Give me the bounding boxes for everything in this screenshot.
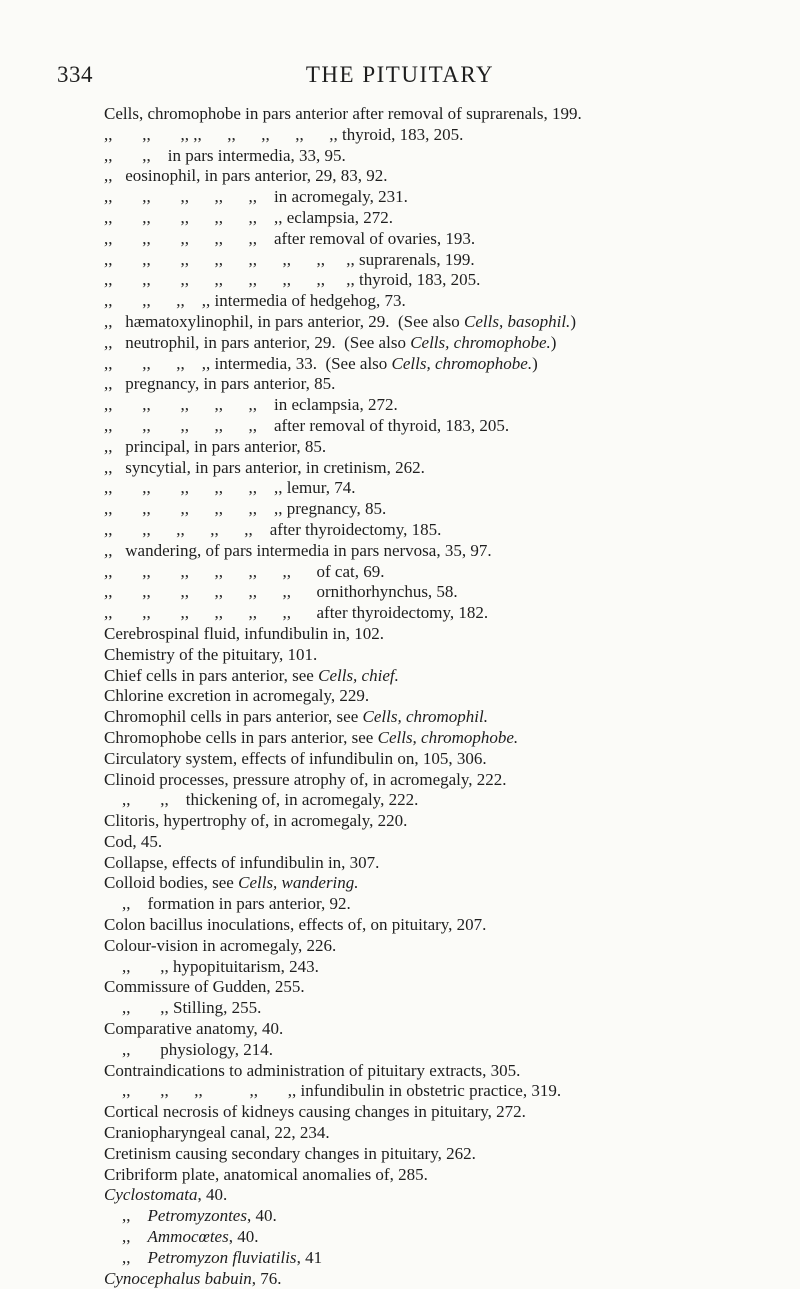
- index-text: ,,: [122, 1227, 148, 1247]
- index-line: [104, 770, 800, 791]
- index-line: [104, 541, 800, 562]
- index-text: ,, ,, ,, ,, ,, ,, pregnancy, 85.: [104, 499, 387, 519]
- index-line: [104, 333, 800, 354]
- index-text: Chromophobe cells in pars anterior, see: [104, 727, 378, 747]
- index-text: Colour-vision in acromegaly, 226.: [104, 935, 337, 955]
- index-text: Contraindications to administration of pituitary extracts, 305.: [104, 1060, 521, 1080]
- index-line: [104, 1206, 800, 1227]
- index-line: [104, 458, 800, 479]
- index-line: [104, 645, 800, 666]
- index-line: [104, 291, 800, 312]
- index-line: [104, 416, 800, 437]
- index-line: [104, 873, 800, 894]
- index-line: [104, 790, 800, 811]
- index-line: [104, 1019, 800, 1040]
- index-text: ,,: [122, 1247, 148, 1267]
- index-text: , 41: [296, 1247, 323, 1267]
- index-text: ,, ,, ,, ,, ,, in acromegaly, 231.: [104, 187, 408, 207]
- index-italic-text: Cells, chromophil.: [362, 707, 488, 727]
- page-header: [0, 62, 800, 92]
- index-text: Cretinism causing secondary changes in pituitary, 262.: [104, 1143, 476, 1163]
- index-text: ,, ,, ,, ,, ,, ,, of cat, 69.: [104, 561, 385, 581]
- index-line: [104, 562, 800, 583]
- index-text: Circulatory system, effects of infundibulin on, 105, 306.: [104, 748, 487, 768]
- index-italic-text: Cyclostomata: [104, 1185, 198, 1205]
- index-text: ,, eosinophil, in pars anterior, 29, 83, 92.: [104, 166, 388, 186]
- index-line: [104, 749, 800, 770]
- index-line: [104, 666, 800, 687]
- index-line: [104, 998, 800, 1019]
- index-text: ,, physiology, 214.: [122, 1039, 273, 1059]
- index-text: ,, ,, ,, ,, ,, in eclampsia, 272.: [104, 395, 398, 415]
- index-text: ,, ,, ,, ,, ,, after removal of ovaries, 193.: [104, 228, 476, 248]
- index-line: [104, 1102, 800, 1123]
- index-text: Cortical necrosis of kidneys causing changes in pituitary, 272.: [104, 1102, 526, 1122]
- index-italic-text: Petromyzon fluviatilis: [147, 1247, 297, 1267]
- index-text: , 40.: [246, 1206, 277, 1226]
- index-text: ,, wandering, of pars intermedia in pars nervosa, 35, 97.: [104, 540, 492, 560]
- index-line: [104, 1123, 800, 1144]
- index-text: ,, principal, in pars anterior, 85.: [104, 436, 327, 456]
- index-text: ,, ,, thickening of, in acromegaly, 222.: [122, 790, 419, 810]
- index-text: ,, ,, ,, ,, ,, ,, ,, ,, thyroid, 183, 205.: [104, 124, 464, 144]
- page-number: 334: [57, 62, 93, 87]
- index-italic-text: Petromyzontes: [147, 1206, 247, 1226]
- index-italic-text: Cells, chief.: [318, 665, 399, 685]
- index-line: [104, 166, 800, 187]
- index-line: [104, 624, 800, 645]
- index-text: ,, ,, ,, ,, ,, infundibulin in obstetric practice, 319.: [122, 1081, 562, 1101]
- index-text: Colloid bodies, see: [104, 873, 239, 893]
- index-line: [104, 977, 800, 998]
- running-head: THE PITUITARY: [305, 62, 495, 87]
- index-line: [104, 1248, 800, 1269]
- index-line: [104, 374, 800, 395]
- index-text: ,, ,, ,, ,, intermedia of hedgehog, 73.: [104, 291, 406, 311]
- index-text: Colon bacillus inoculations, effects of, on pituitary, 207.: [104, 915, 487, 935]
- index-text: Craniopharyngeal canal, 22, 234.: [104, 1123, 330, 1143]
- index-line: [104, 354, 800, 375]
- index-italic-text: Cynocephalus babuin: [104, 1268, 252, 1288]
- index-line: [104, 957, 800, 978]
- index-text: Clinoid processes, pressure atrophy of, in acromegaly, 222.: [104, 769, 507, 789]
- index-text: Cribriform plate, anatomical anomalies of, 285.: [104, 1164, 428, 1184]
- index-line: [104, 312, 800, 333]
- index-line: [104, 478, 800, 499]
- index-line: [104, 1165, 800, 1186]
- index-text: Clitoris, hypertrophy of, in acromegaly, 220.: [104, 811, 408, 831]
- index-text: ): [532, 353, 538, 373]
- index-line: [104, 1061, 800, 1082]
- index-line: [104, 1144, 800, 1165]
- index-italic-text: Cells, chromophobe.: [391, 353, 533, 373]
- index-italic-text: Cells, basophil.: [464, 311, 571, 331]
- index-text: ,, ,, ,, ,, ,, ,, ornithorhynchus, 58.: [104, 582, 458, 602]
- index-text: , 40.: [197, 1185, 228, 1205]
- index-line: [104, 250, 800, 271]
- index-text: ,, hæmatoxylinophil, in pars anterior, 29. (See also: [104, 311, 465, 331]
- index-text: Chlorine excretion in acromegaly, 229.: [104, 686, 370, 706]
- index-text: ,, pregnancy, in pars anterior, 85.: [104, 374, 336, 394]
- index-line: [104, 1185, 800, 1206]
- index-text: ,, ,, ,, ,, ,, after removal of thyroid, 183, 205.: [104, 415, 510, 435]
- index-line: [104, 1227, 800, 1248]
- index-text: ): [550, 332, 557, 352]
- index-text: ,, ,, ,, ,, ,, after thyroidectomy, 185.: [104, 519, 442, 539]
- index-line: [104, 208, 800, 229]
- index-text: ,, ,, Stilling, 255.: [122, 998, 262, 1018]
- index-line: [104, 395, 800, 416]
- index-text: Commissure of Gudden, 255.: [104, 977, 305, 997]
- index-text: , 76.: [251, 1268, 282, 1288]
- index-text: Chemistry of the pituitary, 101.: [104, 644, 318, 664]
- index-text: ,, ,, ,, ,, ,, ,, ,, ,, suprarenals, 199.: [104, 249, 475, 269]
- index-line: [104, 811, 800, 832]
- index-line: [104, 603, 800, 624]
- index-text: ,, ,, ,, ,, intermedia, 33. (See also: [104, 353, 392, 373]
- index-italic-text: Ammocœtes: [147, 1227, 229, 1247]
- index-line: [104, 1081, 800, 1102]
- index-text: ,, ,, in pars intermedia, 33, 95.: [104, 145, 346, 165]
- index-line: [104, 1269, 800, 1289]
- index-text: ,, ,, ,, ,, ,, ,, ,, ,, thyroid, 183, 205.: [104, 270, 481, 290]
- index-text: Chief cells in pars anterior, see: [104, 665, 319, 685]
- index-text: ,, ,, ,, ,, ,, ,, lemur, 74.: [104, 478, 356, 498]
- index-line: [104, 686, 800, 707]
- index-line: [104, 728, 800, 749]
- index-text: ,,: [122, 1206, 148, 1226]
- index-text: ,, ,, ,, ,, ,, ,, after thyroidectomy, 182.: [104, 603, 489, 623]
- index-italic-text: Cells, wandering.: [238, 873, 359, 893]
- index-text: ,, neutrophil, in pars anterior, 29. (See also: [104, 332, 411, 352]
- index-line: [104, 894, 800, 915]
- index-line: [104, 832, 800, 853]
- index-text: ): [570, 311, 576, 331]
- index-italic-text: Cells, chromophobe.: [377, 727, 519, 747]
- index-line: [104, 707, 800, 728]
- index-text: ,, syncytial, in pars anterior, in cretinism, 262.: [104, 457, 425, 477]
- index-text: Comparative anatomy, 40.: [104, 1019, 284, 1039]
- index-line: [104, 499, 800, 520]
- index-line: [104, 270, 800, 291]
- index-text: Collapse, effects of infundibulin in, 307.: [104, 852, 380, 872]
- index-text: , 40.: [228, 1227, 259, 1247]
- index-line: [104, 229, 800, 250]
- index-entries: [104, 104, 800, 1289]
- index-text: Cod, 45.: [104, 831, 163, 851]
- index-line: [104, 853, 800, 874]
- index-line: [104, 1040, 800, 1061]
- index-text: Cerebrospinal fluid, infundibulin in, 102.: [104, 623, 384, 643]
- index-italic-text: Cells, chromophobe.: [410, 332, 551, 352]
- index-line: [104, 520, 800, 541]
- index-line: [104, 104, 800, 125]
- index-line: [104, 915, 800, 936]
- index-text: Cells, chromophobe in pars anterior after removal of suprarenals, 199.: [104, 104, 582, 123]
- index-text: ,, ,, ,, ,, ,, ,, eclampsia, 272.: [104, 207, 393, 227]
- index-line: [104, 187, 800, 208]
- index-text: Chromophil cells in pars anterior, see: [104, 707, 363, 727]
- index-line: [104, 437, 800, 458]
- index-line: [104, 936, 800, 957]
- index-text: ,, formation in pars anterior, 92.: [122, 894, 351, 914]
- index-line: [104, 582, 800, 603]
- index-line: [104, 146, 800, 167]
- index-text: ,, ,, hypopituitarism, 243.: [122, 956, 319, 976]
- index-line: [104, 125, 800, 146]
